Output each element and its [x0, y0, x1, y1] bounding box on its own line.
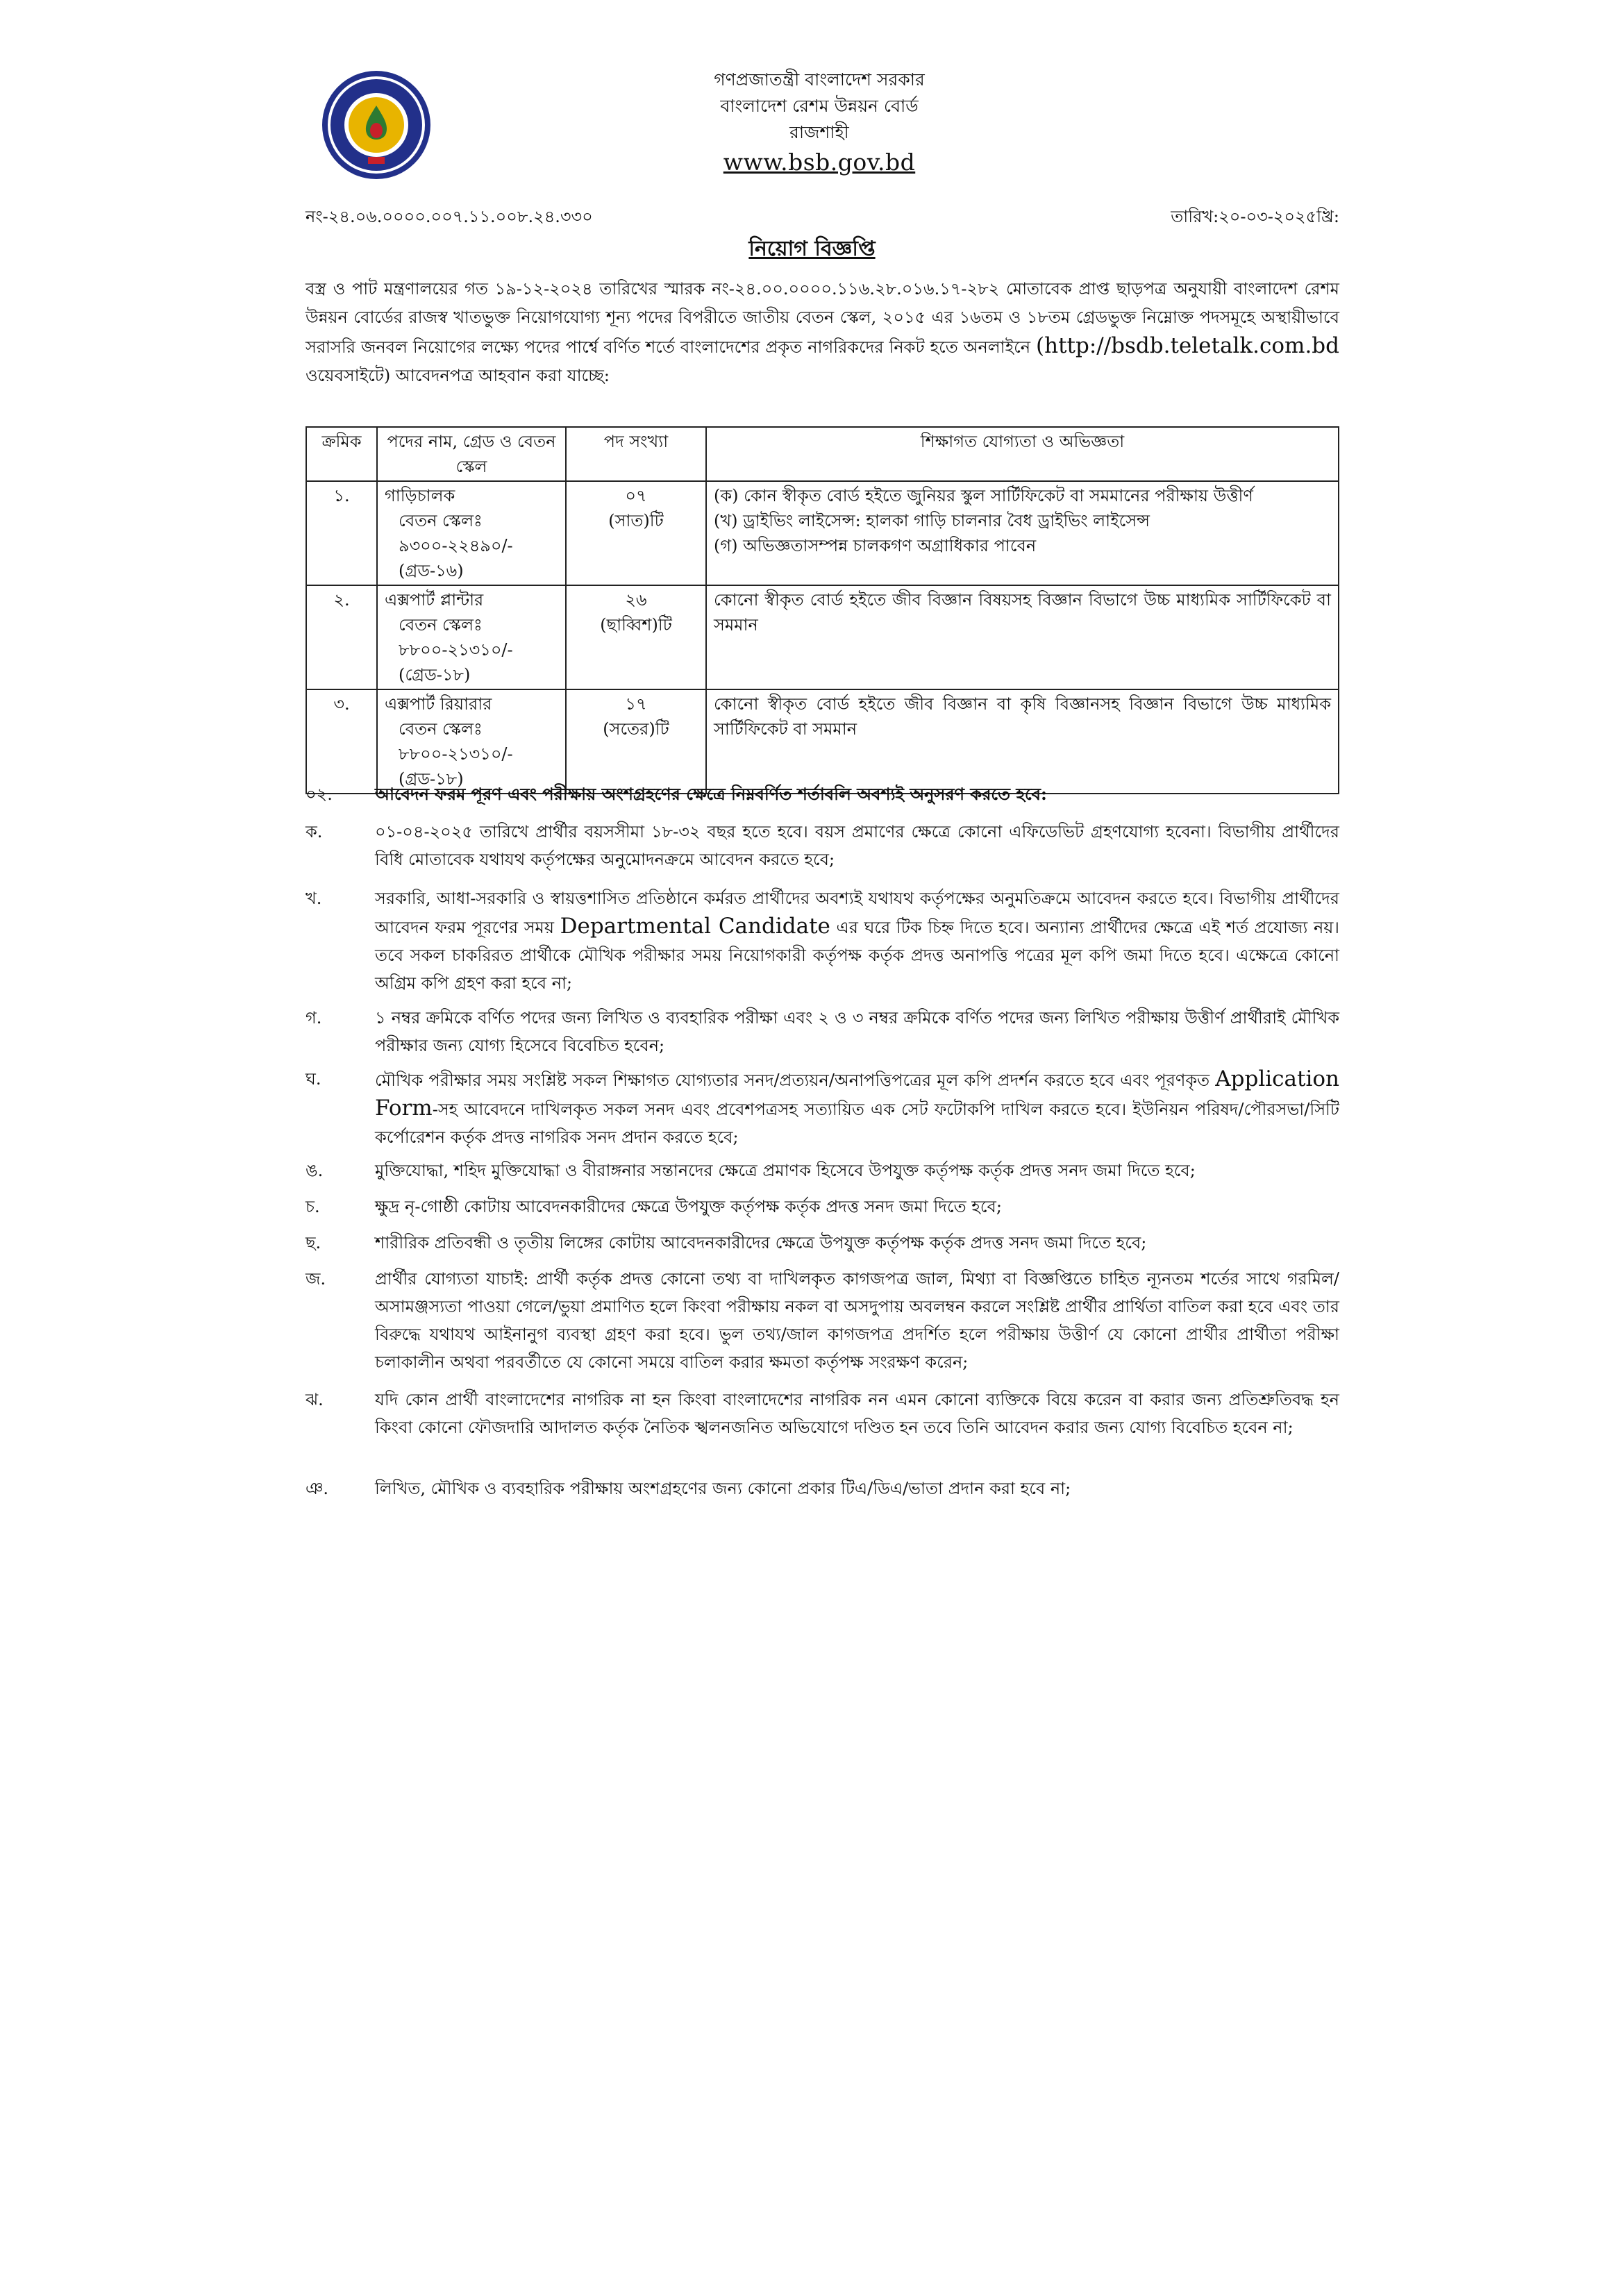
application-url[interactable]: (http://bsdb.teletalk.com.bd [1036, 333, 1339, 358]
condition-number: জ. [305, 1269, 326, 1289]
row-post [377, 585, 566, 689]
condition-item [305, 1229, 1339, 1257]
board-name: বাংলাদেশ রেশম উন্নয়ন বোর্ড [720, 96, 919, 116]
post-count: ২৬ [625, 590, 647, 610]
table-header-row [306, 427, 1339, 481]
condition-number: ঝ. [305, 1390, 324, 1409]
condition-item [305, 1065, 1339, 1151]
row-qualification [706, 481, 1339, 585]
row-serial: ২. [306, 585, 377, 689]
intro-paragraph [305, 275, 1339, 390]
row-qualification [706, 689, 1339, 794]
memo-number: নং-২৪.০৬.০০০০.০০৭.১১.০০৮.২৪.৩৩০ [305, 207, 593, 226]
pay-scale: বেতন স্কেলঃ ৯৩০০-২২৪৯০/- (গ্রড-১৬) [399, 511, 513, 580]
conditions-heading [305, 780, 1339, 808]
city-name: রাজশাহী [789, 122, 849, 142]
row-count [566, 481, 706, 585]
condition-text: ক্ষুদ্র নৃ-গোষ্ঠী কোটায় আবেদনকারীদের ক্ষেত্রে উপযুক্ত কর্তৃপক্ষ কর্তৃক প্রদত্ত সনদ জমা দিতে হবে; [375, 1197, 1002, 1216]
condition-text: লিখিত, মৌখিক ও ব্যবহারিক পরীক্ষায় অংশগ্রহণের জন্য কোনো প্রকার টিএ/ডিএ/ভাতা প্রদান করা হবে না; [375, 1479, 1071, 1498]
condition-text-part: সরকারি, আধা-সরকারি ও স্বায়ত্তশাসিত প্রতিষ্ঠানে কর্মরত প্রার্থীদের অবশ্যই যথাযথ কর্তৃপক্ষের অনুমতিক্রমে আবেদন করতে হবে। বিভাগীয় প্রার্থীদের আবেদন ফরম পূরণের সময় [375, 889, 1339, 937]
condition-number: খ. [305, 889, 322, 908]
post-name: গাড়িচালক [385, 486, 455, 505]
letterhead [611, 67, 1028, 179]
row-count [566, 585, 706, 689]
posts-table [305, 426, 1339, 794]
table-row [306, 481, 1339, 585]
qualification-line: (ক) কোন স্বীকৃত বোর্ড হইতে জুনিয়র স্কুল সার্টিফিকেট বা সমমানের পরীক্ষায় উত্তীর্ণ [714, 486, 1253, 505]
intro-text: বস্ত্র ও পাট মন্ত্রণালয়ের গত ১৯-১২-২০২৪ তারিখের স্মারক নং-২৪.০০.০০০০.১১৬.২৮.০১৬.১৭-২৮২ মোতাবেক প্রাপ্ত ছাড়পত্র অনুযায়ী বাংলাদেশ রেশম উন্নয়ন বোর্ডের রাজস্ব খাতভুক্ত নিয়োগযোগ্য শূন্য পদের বিপরীতে জাতীয় বেতন স্কেল, ২০১৫ এর ১৬তম ও ১৮তম গ্রেডভুক্ত নিম্নোক্ত পদসমূহে অস্থায়ীভাবে সরাসরি জনবল নিয়োগের লক্ষ্যে পদের পার্শ্বে বর্ণিত শর্তে বাংলাদেশের প্রকৃত নাগরিকদের নিকট হতে অনলাইনে [305, 279, 1339, 357]
condition-text: আবেদন ফরম পূরণ এবং পরীক্ষায় অংশগ্রহণের ক্ষেত্রে নিম্নবর্ণিত শর্তাবলি অবশ্যই অনুসরণ করতে হবে: [375, 784, 1047, 804]
post-name: এক্সপার্ট প্লান্টার [385, 590, 484, 610]
condition-text: ১ নম্বর ক্রমিকে বর্ণিত পদের জন্য লিখিত ও ব্যবহারিক পরীক্ষা এবং ২ ও ৩ নম্বর ক্রমিকে বর্ণিত পদের জন্য লিখিত পরীক্ষায় উত্তীর্ণ প্রার্থীরাই মৌখিক পরীক্ষার জন্য যোগ্য হিসেবে বিবেচিত হবেন; [375, 1008, 1339, 1055]
condition-item [305, 885, 1339, 997]
intro-tail: ওয়েবসাইটে) আবেদনপত্র আহবান করা যাচ্ছে: [305, 366, 610, 385]
condition-item [305, 1004, 1339, 1059]
notice-title: নিয়োগ বিজ্ঞপ্তি [748, 237, 876, 261]
condition-item [305, 1475, 1339, 1502]
row-post [377, 689, 566, 794]
post-name: এক্সপার্ট রিয়ারার [385, 694, 492, 714]
condition-item [305, 1386, 1339, 1441]
post-count-words: (ছাব্বিশ)টি [600, 615, 672, 635]
bsb-logo-emblem [321, 69, 432, 181]
post-count: ০৭ [625, 486, 647, 505]
condition-item [305, 818, 1339, 873]
qualification-line: কোনো স্বীকৃত বোর্ড হইতে জীব বিজ্ঞান বা কৃষি বিজ্ঞানসহ বিজ্ঞান বিভাগে উচ্চ মাধ্যমিক সার্টিফিকেট বা সমমান [714, 694, 1331, 739]
row-serial: ১. [306, 481, 377, 585]
table-row [306, 689, 1339, 794]
condition-english-term: Departmental Candidate [560, 914, 830, 939]
condition-text-part: মৌখিক পরীক্ষার সময় সংশ্লিষ্ট সকল শিক্ষাগত যোগ্যতার সনদ/প্রত্যয়ন/অনাপত্তিপত্রের মূল কপি প্রদর্শন করতে হবে এবং পূরণকৃত [375, 1071, 1216, 1090]
row-serial: ৩. [306, 689, 377, 794]
condition-text: ০১-০৪-২০২৫ তারিখে প্রার্থীর বয়সসীমা ১৮-৩২ বছর হতে হবে। বয়স প্রমাণের ক্ষেত্রে কোনো এফিডেভিট গ্রহণযোগ্য হবেনা। বিভাগীয় প্রার্থীদের বিধি মোতাবেক যথাযথ কর্তৃপক্ষের অনুমোদনক্রমে আবেদন করতে হবে; [375, 822, 1339, 869]
condition-number: ঞ. [305, 1479, 328, 1498]
qualification-line: কোনো স্বীকৃত বোর্ড হইতে জীব বিজ্ঞান বিষয়সহ বিজ্ঞান বিভাগে উচ্চ মাধ্যমিক সার্টিফিকেট বা সমমান [714, 590, 1331, 635]
pay-scale: বেতন স্কেলঃ ৮৮০০-২১৩১০/-(গ্রেড-১৮) [399, 615, 513, 685]
condition-number: ক. [305, 822, 323, 841]
header-count: পদ সংখ্যা [566, 427, 706, 481]
row-post [377, 481, 566, 585]
condition-item [305, 1265, 1339, 1376]
condition-item [305, 1157, 1339, 1184]
post-count-words: (সতের)টি [603, 719, 669, 739]
condition-number: ঘ. [305, 1069, 321, 1089]
condition-text: প্রার্থীর যোগ্যতা যাচাই: প্রার্থী কর্তৃক প্রদত্ত কোনো তথ্য বা দাখিলকৃত কাগজপত্র জাল, মিথ্যা বা বিজ্ঞপ্তিতে চাহিত ন্যূনতম শর্তের সাথে গরমিল/অসামঞ্জস্যতা পাওয়া গেলে/ভুয়া প্রমাণিত হলে কিংবা পরীক্ষায় নকল বা অসদুপায় অবলম্বন করলে সংশ্লিষ্ট প্রার্থীর প্রার্থিতা বাতিল করা হবে এবং তার বিরুদ্ধে যথাযথ আইনানুগ ব্যবস্থা গ্রহণ করা হবে। ভুল তথ্য/জাল কাগজপত্র প্রদর্শিত হলে পরীক্ষায় উত্তীর্ণ যে কোনো প্রার্থীর প্রার্থীতা পরীক্ষা চলাকালীন অথবা পরবর্তীতে যে কোনো সময়ে বাতিল করার ক্ষমতা কর্তৃপক্ষ সংরক্ষণ করেন; [375, 1269, 1339, 1372]
qualification-line: (খ) ড্রাইভিং লাইসেন্স: হালকা গাড়ি চালনার বৈধ ড্রাইভিং লাইসেন্স [714, 511, 1150, 530]
pay-scale: বেতন স্কেলঃ ৮৮০০-২১৩১০/- (গ্রড-১৮) [399, 719, 513, 789]
condition-english-term: Application Form [375, 1066, 1339, 1121]
condition-text-part: এর ঘরে টিক চিহ্ন দিতে হবে। অন্যান্য প্রার্থীদের ক্ষেত্রে এই শর্ত প্রযোজ্য নয়। তবে সকল চাকরিরত প্রার্থীকে মৌখিক পরীক্ষার সময় নিয়োগকারী কর্তৃপক্ষ কর্তৃক প্রদত্ত অনাপত্তি পত্রের মূল কপি জমা দিতে হবে। এক্ষেত্রে কোনো অগ্রিম কপি গ্রহণ করা হবে না; [375, 918, 1339, 993]
header-qualification: শিক্ষাগত যোগ্যতা ও অভিজ্ঞতা [706, 427, 1339, 481]
website-link[interactable]: www.bsb.gov.bd [723, 149, 916, 176]
post-count: ১৭ [625, 694, 647, 714]
row-count [566, 689, 706, 794]
condition-number: ঙ. [305, 1161, 324, 1180]
issue-date: তারিখ:২০-০৩-২০২৫খ্রি: [1171, 207, 1339, 226]
post-count-words: (সাত)টি [608, 511, 664, 530]
header-serial: ক্রমিক [306, 427, 377, 481]
condition-text: মুক্তিযোদ্ধা, শহিদ মুক্তিযোদ্ধা ও বীরাঙ্গনার সন্তানদের ক্ষেত্রে প্রমাণক হিসেবে উপযুক্ত কর্তৃপক্ষ কর্তৃক প্রদত্ত সনদ জমা দিতে হবে; [375, 1161, 1196, 1180]
row-qualification [706, 585, 1339, 689]
header-post: পদের নাম, গ্রেড ও বেতন স্কেল [377, 427, 566, 481]
condition-number: গ. [305, 1008, 322, 1028]
condition-text [375, 885, 1339, 997]
condition-text: শারীরিক প্রতিবন্ধী ও তৃতীয় লিঙ্গের কোটায় আবেদনকারীদের ক্ষেত্রে উপযুক্ত কর্তৃপক্ষ কর্তৃক প্রদত্ত সনদ জমা দিতে হবে; [375, 1233, 1147, 1252]
condition-number: চ. [305, 1197, 320, 1216]
condition-text: যদি কোন প্রার্থী বাংলাদেশের নাগরিক না হন কিংবা বাংলাদেশের নাগরিক নন এমন কোনো ব্যক্তিকে বিয়ে করেন বা করার জন্য প্রতিশ্রুতিবদ্ধ হন কিংবা কোনো ফৌজদারি আদালত কর্তৃক নৈতিক স্খলনজনিত অভিযোগে দণ্ডিত হন তবে তিনি আবেদন করার জন্য যোগ্য বিবেচিত হবেন না; [375, 1390, 1339, 1437]
govt-name: গণপ্রজাতন্ত্রী বাংলাদেশ সরকার [714, 69, 925, 90]
condition-text-part: -সহ আবেদনে দাখিলকৃত সকল সনদ এবং প্রবেশপত্রসহ সত্যায়িত এক সেট ফটোকপি দাখিল করতে হবে। ইউনিয়ন পরিষদ/পৌরসভা/সিটি কর্পোরেশন কর্তৃক প্রদত্ত নাগরিক সনদ প্রদান করতে হবে; [375, 1100, 1339, 1147]
condition-number: ছ. [305, 1233, 321, 1252]
condition-number: ০২. [305, 785, 333, 804]
condition-text [375, 1065, 1339, 1151]
condition-item [305, 1193, 1339, 1221]
qualification-line: (গ) অভিজ্ঞতাসম্পন্ন চালকগণ অগ্রাধিকার পাবেন [714, 536, 1037, 555]
table-row [306, 585, 1339, 689]
